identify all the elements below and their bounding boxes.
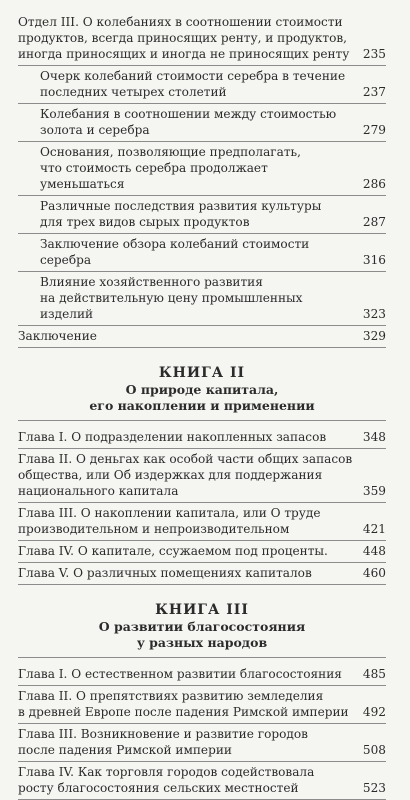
toc-entry-title: Глава IV. Как торговля городов содействовала росту благосостояния сельских местностей: [18, 765, 315, 795]
toc-subentry: [18, 272, 386, 326]
toc-chapter: [18, 686, 386, 724]
toc-entry-conclusion: [18, 326, 386, 348]
toc-entry-title: Отдел III. О колебаниях в соотношении стоимости продуктов, всегда приносящих ренту, и продуктов, иногда приносящих и иногда не приносящих ренту: [18, 15, 350, 61]
toc-chapter: [18, 541, 386, 563]
toc-chapter: [18, 449, 386, 503]
book-heading: [18, 601, 386, 658]
toc-entry-page: 448: [362, 544, 386, 558]
toc-entry-title: Очерк колебаний стоимости серебра в течение последних четырех столетий: [40, 69, 346, 99]
toc-chapter: [18, 664, 386, 686]
toc-entry-page: 460: [362, 566, 386, 580]
toc-entry-title: Глава II. О препятствиях развитию земледелия в древней Европе после падения Римской империи: [18, 689, 349, 719]
table-of-contents: [18, 12, 386, 800]
toc-entry-title: Колебания в соотношении между стоимостью золота и серебра: [40, 107, 337, 137]
book-subtitle: О развитии благосостояния у разных народов: [98, 619, 306, 650]
toc-entry-page: 235: [362, 47, 386, 61]
toc-chapter: [18, 724, 386, 762]
toc-entry-page: 523: [362, 781, 386, 795]
toc-subentry: [18, 196, 386, 234]
toc-entry-page: 316: [362, 253, 386, 267]
toc-entry-page: 508: [362, 743, 386, 757]
toc-entry-page: 323: [362, 307, 386, 321]
toc-entry-part3: [18, 12, 386, 66]
toc-entry-page: 286: [362, 177, 386, 191]
toc-entry-title: Основания, позволяющие предполагать, что стоимость серебра продолжает уменьшаться: [40, 145, 301, 191]
toc-entry-title: Глава III. Возникновение и развитие городов после падения Римской империи: [18, 727, 308, 757]
toc-chapter: [18, 427, 386, 449]
toc-entry-page: 492: [362, 705, 386, 719]
book-label: КНИГА II: [158, 365, 246, 381]
toc-chapter: [18, 563, 386, 585]
toc-subentry: [18, 104, 386, 142]
toc-entry-title: Глава II. О деньгах как особой части общих запасов общества, или Об издержках для поддержания национального капитала: [18, 452, 353, 498]
book-label: КНИГА III: [155, 602, 249, 618]
toc-entry-title: Различные последствия развития культуры для трех видов сырых продуктов: [40, 199, 322, 229]
toc-entry-page: 348: [362, 430, 386, 444]
toc-entry-title: Глава I. О подразделении накопленных запасов: [18, 430, 327, 444]
book-subtitle: О природе капитала, его накоплении и применении: [89, 382, 315, 413]
toc-entry-page: 287: [362, 215, 386, 229]
toc-chapter: [18, 503, 386, 541]
toc-entry-title: Заключение: [18, 329, 97, 343]
toc-subentry: [18, 142, 386, 196]
toc-entry-page: 237: [362, 85, 386, 99]
toc-entry-page: 485: [362, 667, 386, 681]
toc-subentry: [18, 234, 386, 272]
toc-entry-page: 279: [362, 123, 386, 137]
toc-chapter: [18, 762, 386, 800]
toc-entry-title: Глава III. О накоплении капитала, или О труде производительном и непроизводительном: [18, 506, 321, 536]
toc-entry-page: 359: [362, 484, 386, 498]
toc-entry-title: Глава I. О естественном развитии благосостояния: [18, 667, 342, 681]
book-heading: [18, 364, 386, 421]
toc-entry-title: Глава IV. О капитале, ссужаемом под проценты.: [18, 544, 328, 558]
toc-entry-page: 329: [362, 329, 386, 343]
toc-entry-title: Влияние хозяйственного развития на действительную цену промышленных изделий: [40, 275, 303, 321]
toc-entry-page: 421: [362, 522, 386, 536]
toc-entry-title: Глава V. О различных помещениях капиталов: [18, 566, 312, 580]
toc-entry-title: Заключение обзора колебаний стоимости серебра: [40, 237, 310, 267]
toc-subentry: [18, 66, 386, 104]
